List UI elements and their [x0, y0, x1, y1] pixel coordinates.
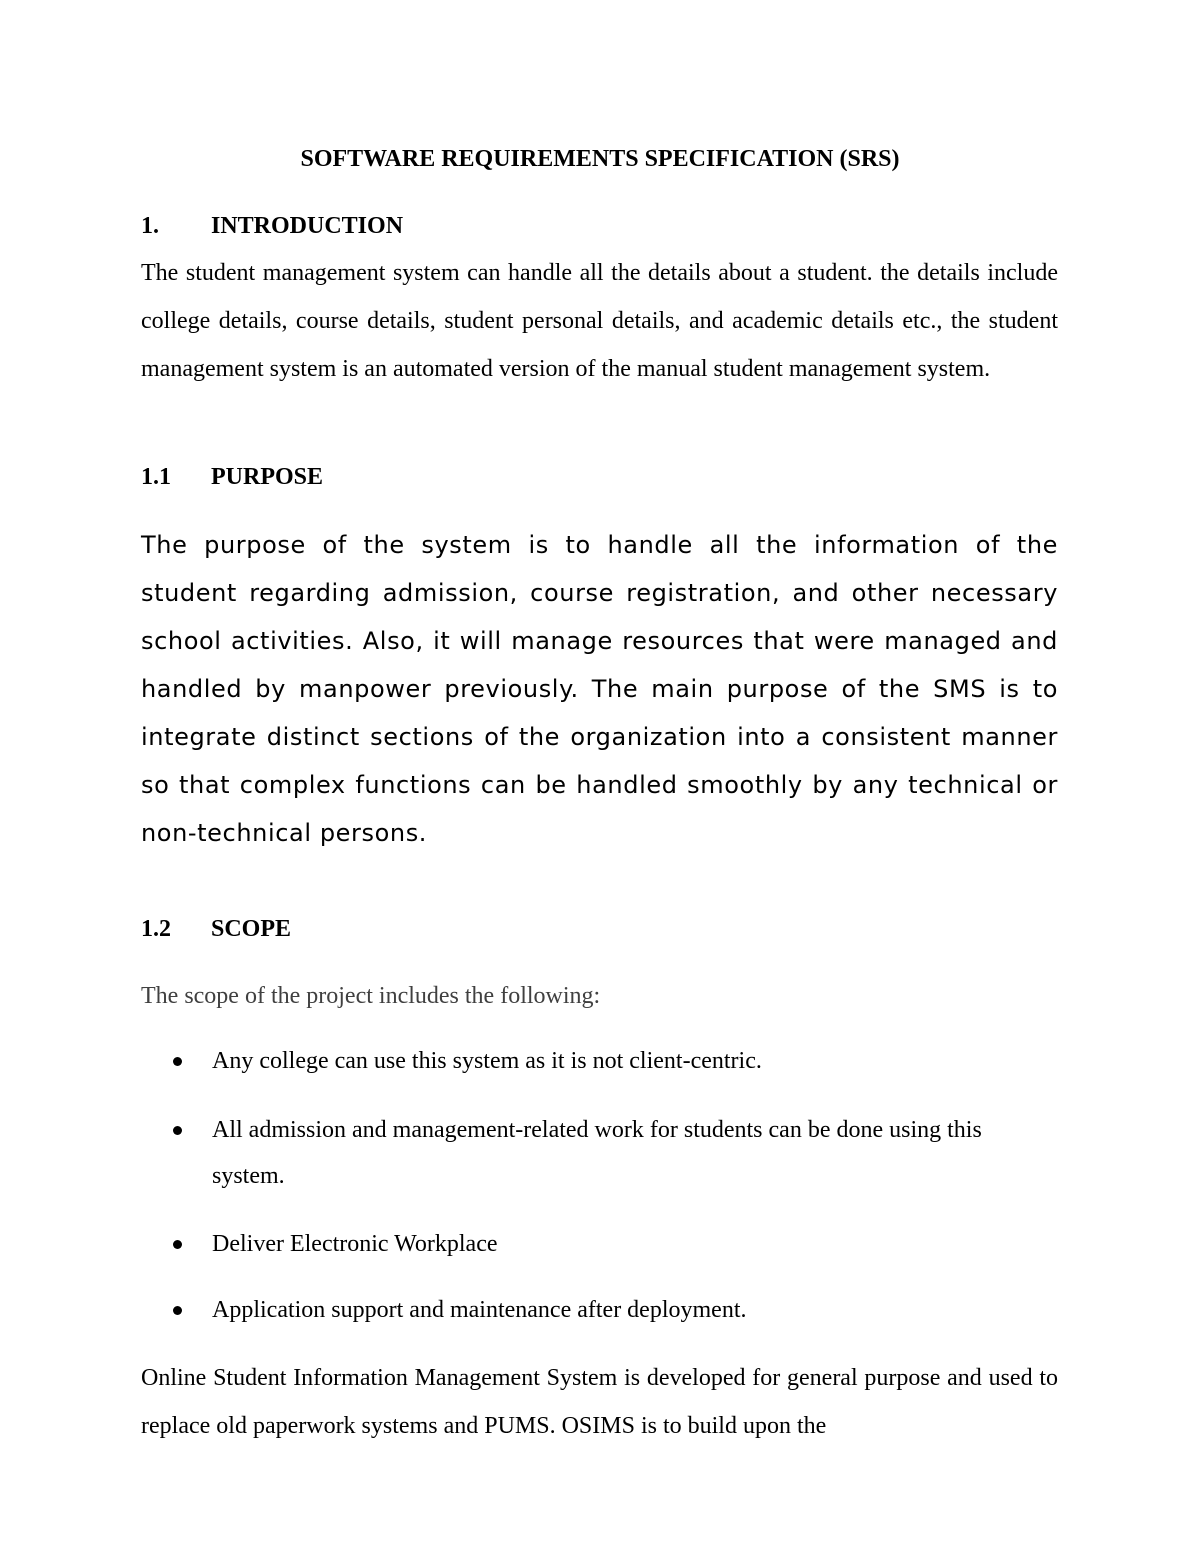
section-title: SCOPE	[211, 916, 292, 942]
list-item-text: Application support and maintenance after deployment.	[212, 1297, 747, 1323]
list-item	[173, 1287, 1053, 1333]
list-item	[173, 1038, 1053, 1084]
section-number: 1.	[141, 213, 159, 239]
purpose-paragraph: The purpose of the system is to handle all the information of the student regarding admission, course registration, and other necessary school activities. Also, it will manage resources that were managed and handled by manpower previously. The main purpose of the SMS is to integrate distinct sections of the organization into a consistent manner so that complex functions can be handled smoothly by any technical or non-technical persons.	[141, 531, 1058, 847]
section-number: 1.1	[141, 464, 171, 490]
section-title: INTRODUCTION	[211, 213, 404, 239]
list-item-text: Deliver Electronic Workplace	[212, 1231, 498, 1257]
list-item-text: All admission and management-related work for students can be done using this system.	[212, 1117, 982, 1189]
bullet-icon	[173, 1240, 182, 1249]
scope-intro-text: The scope of the project includes the following:	[141, 983, 601, 1009]
section-number: 1.2	[141, 916, 171, 942]
bullet-icon	[173, 1126, 182, 1135]
list-item	[173, 1221, 1053, 1267]
list-item-text: Any college can use this system as it is not client-centric.	[212, 1048, 762, 1074]
section-title: PURPOSE	[211, 464, 324, 490]
list-item	[173, 1107, 1053, 1199]
bullet-icon	[173, 1306, 182, 1315]
section-heading-scope	[141, 913, 291, 945]
introduction-paragraph: The student management system can handle all the details about a student. the details include college details, course details, student personal details, and academic details etc., the student management system is an automated version of the manual student management system.	[141, 260, 1058, 382]
document-title: SOFTWARE REQUIREMENTS SPECIFICATION (SRS)	[300, 146, 900, 172]
section-heading-purpose	[141, 461, 323, 493]
bullet-icon	[173, 1057, 182, 1066]
section-heading-introduction	[141, 210, 403, 242]
scope-closing-paragraph: Online Student Information Management System is developed for general purpose and used to replace old paperwork systems and PUMS. OSIMS is to build upon the	[141, 1365, 1058, 1439]
